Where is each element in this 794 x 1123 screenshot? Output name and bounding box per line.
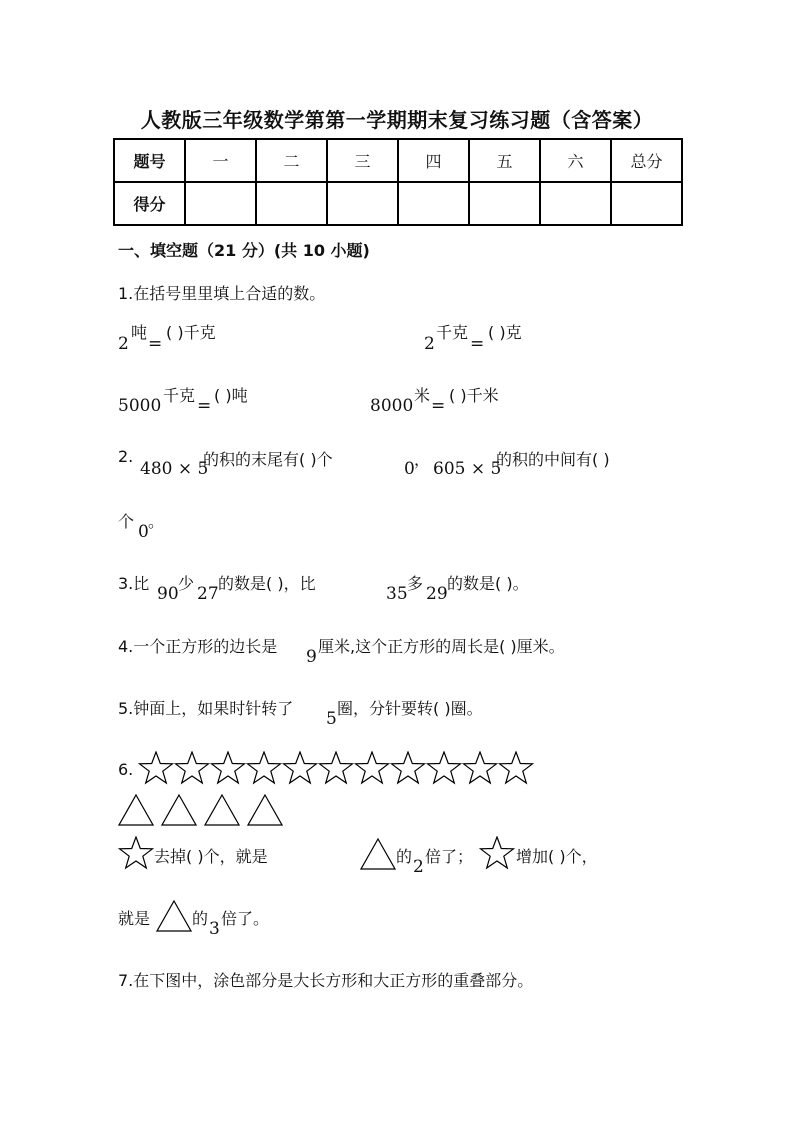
star-icon [390, 751, 426, 785]
q1b-number: 2 [424, 334, 435, 354]
score-header-cell: 四 [398, 139, 469, 182]
q1a-equals: = [148, 334, 163, 354]
q6-number: 6. [118, 760, 134, 779]
q3-text-2: 少 [178, 574, 195, 593]
triangle-icon [118, 794, 154, 826]
q1c-unit: 千克 [163, 386, 196, 405]
q2-text-1[interactable]: 的积的末尾有( )个 [203, 450, 333, 469]
score-header-cell: 二 [256, 139, 327, 182]
q3-text-5[interactable]: 的数是( )。 [447, 574, 529, 593]
q1d-unit: 米 [414, 386, 431, 405]
q3-number-3: 35 [386, 584, 408, 604]
page-title: 人教版三年级数学第第一学期期末复习练习题（含答案） [140, 108, 654, 132]
score-header-cell: 六 [540, 139, 611, 182]
q5-text-1: 5.钟面上，如果时针转了 [118, 699, 294, 718]
score-value-row [114, 182, 682, 225]
q1a-number: 2 [118, 334, 129, 354]
q6-text-6: 的 [192, 909, 209, 928]
score-cell[interactable] [185, 182, 256, 225]
q7-text: 7.在下图中，涂色部分是大长方形和大正方形的重叠部分。 [118, 971, 534, 990]
q1d-number: 8000 [370, 396, 414, 416]
q3-number-1: 90 [157, 584, 179, 604]
q6-number-1: 2 [413, 857, 424, 877]
q1b-equals: = [470, 334, 485, 354]
star-icon [210, 751, 246, 785]
score-header-cell: 总分 [611, 139, 682, 182]
q2-zero-2: 0 [138, 522, 149, 542]
triangle-icon [360, 838, 396, 870]
score-cell[interactable] [398, 182, 469, 225]
q1d-equals: = [431, 396, 446, 416]
score-header-cell: 五 [469, 139, 540, 182]
q2-number: 2. [118, 447, 134, 466]
q2-end: 。 [148, 512, 165, 531]
q3-text-4: 多 [407, 574, 424, 593]
q6-text-2: 的 [396, 847, 413, 866]
q3-text-1: 3.比 [118, 574, 150, 593]
q1c-number: 5000 [118, 396, 162, 416]
triangle-icon [204, 794, 240, 826]
star-icon [498, 751, 534, 785]
triangle-icon [161, 794, 197, 826]
score-header-cell: 一 [185, 139, 256, 182]
q6-text-1[interactable]: 去掉( )个，就是 [154, 847, 268, 866]
triangle-icon [156, 900, 192, 932]
q6-text-7: 倍了。 [221, 909, 270, 928]
q6-number-2: 3 [209, 919, 220, 939]
star-icon [138, 751, 174, 785]
q2-expression-1: 480 × 5 [140, 459, 209, 479]
q6-text-4[interactable]: 增加( )个， [516, 847, 598, 866]
q6-text-5: 就是 [118, 909, 151, 928]
star-icon [246, 751, 282, 785]
score-cell[interactable] [256, 182, 327, 225]
q2-text-2[interactable]: 的积的中间有( ) [496, 450, 610, 469]
q1a-unit: 吨 [131, 323, 148, 342]
star-icon [426, 751, 462, 785]
score-cell[interactable] [540, 182, 611, 225]
q3-text-3[interactable]: 的数是( )，比 [218, 574, 316, 593]
score-header-row [114, 139, 682, 182]
q1c-equals: = [197, 396, 212, 416]
star-icon [354, 751, 390, 785]
triangle-row [118, 794, 288, 826]
q4-text-1: 4.一个正方形的边长是 [118, 637, 278, 656]
q5-text-2[interactable]: 圈，分针要转( )圈。 [337, 699, 483, 718]
score-cell[interactable] [611, 182, 682, 225]
star-icon [479, 836, 515, 870]
star-icon [174, 751, 210, 785]
q3-number-2: 27 [197, 584, 219, 604]
q2-expression-2: 605 × 5 [433, 459, 502, 479]
q4-text-2[interactable]: 厘米,这个正方形的周长是( )厘米。 [318, 637, 565, 656]
star-row [138, 751, 538, 787]
score-row-label: 得分 [114, 182, 185, 225]
q3-number-4: 29 [426, 584, 448, 604]
q1b-unit: 千克 [436, 323, 469, 342]
score-table [113, 138, 683, 226]
star-icon [118, 836, 154, 870]
q4-number: 9 [306, 647, 317, 667]
q2-zero-1: 0 [404, 459, 415, 479]
score-cell[interactable] [327, 182, 398, 225]
q1d-blank[interactable]: ( )千米 [449, 386, 499, 405]
q6-text-3: 倍了； [425, 847, 474, 866]
triangle-icon [247, 794, 283, 826]
q1c-blank[interactable]: ( )吨 [214, 386, 248, 405]
star-icon [318, 751, 354, 785]
section-heading: 一、填空题（21 分）(共 10 小题) [118, 241, 370, 260]
q2-text-3: 个 [118, 512, 135, 531]
q2-comma: ， [414, 450, 431, 469]
star-icon [282, 751, 318, 785]
q1b-blank[interactable]: ( )克 [488, 323, 522, 342]
score-cell[interactable] [469, 182, 540, 225]
q5-number: 5 [326, 709, 337, 729]
star-icon [462, 751, 498, 785]
score-header-cell: 题号 [114, 139, 185, 182]
score-header-cell: 三 [327, 139, 398, 182]
q1-text: 1.在括号里里填上合适的数。 [118, 284, 326, 303]
q1a-blank[interactable]: ( )千克 [166, 323, 216, 342]
